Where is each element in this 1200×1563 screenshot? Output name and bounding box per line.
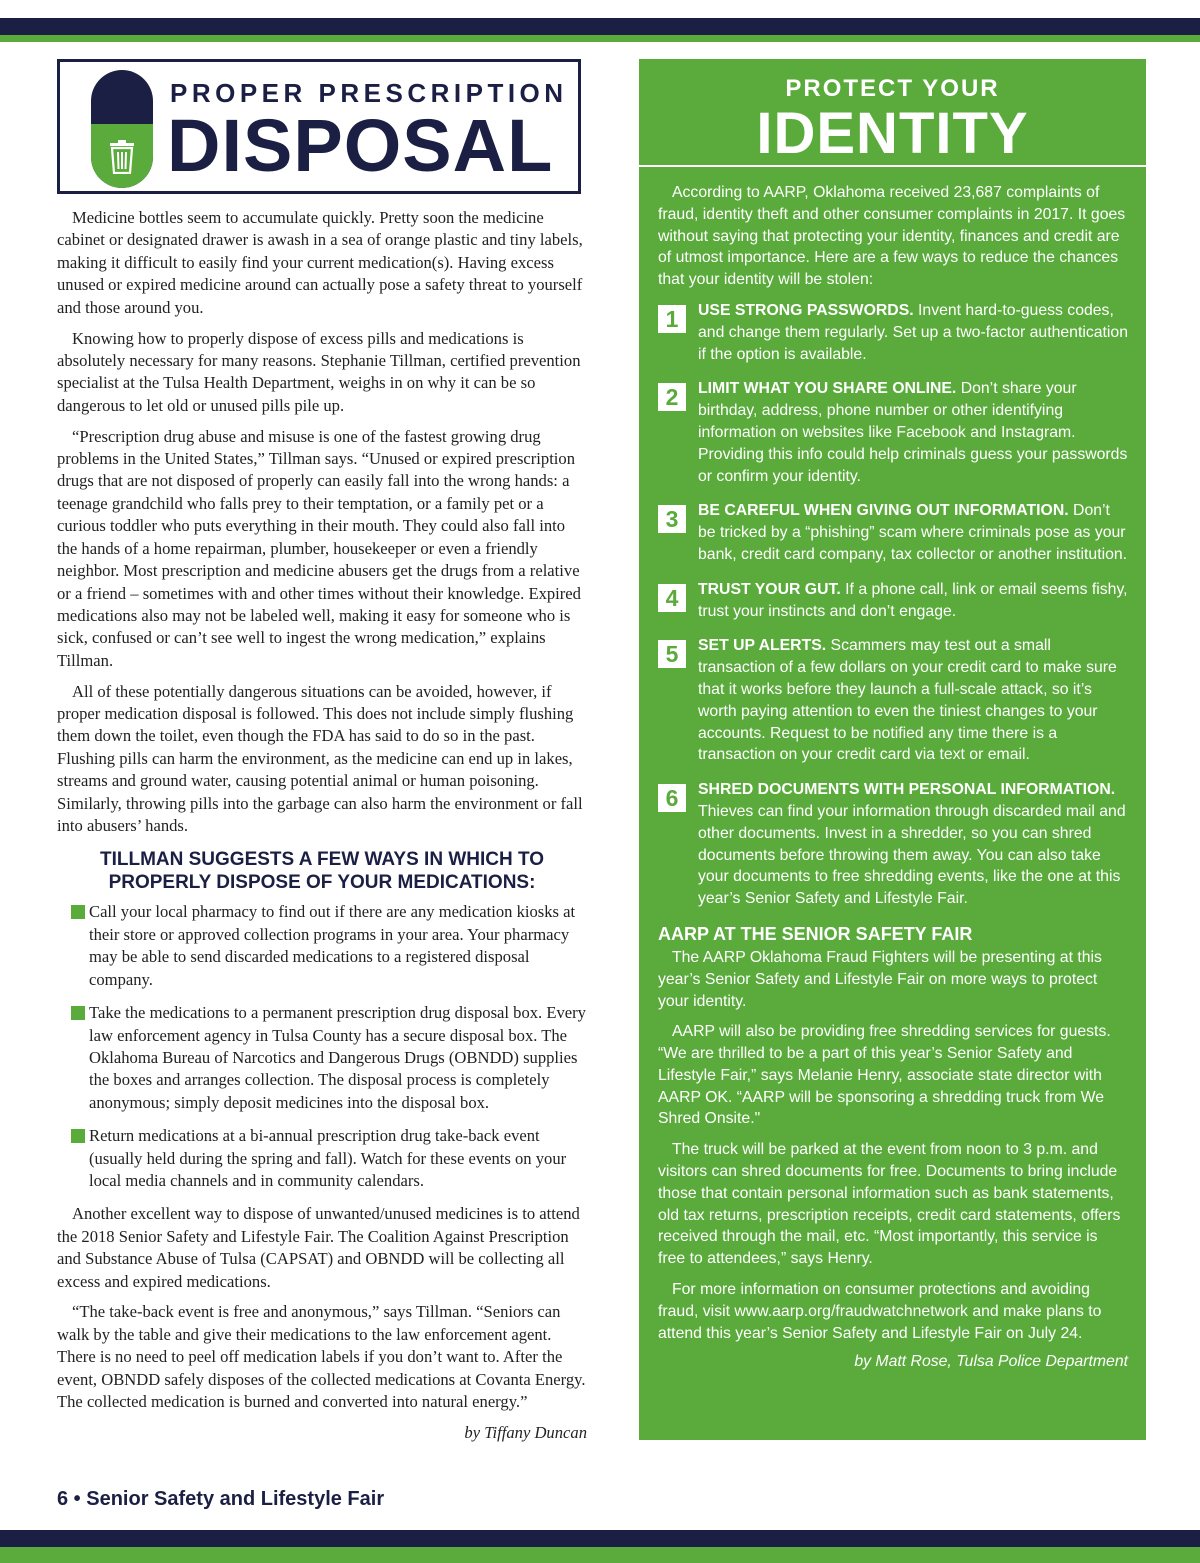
bullet-square-icon bbox=[71, 905, 85, 919]
sidebar-body bbox=[658, 182, 1128, 1373]
top-navy-bar bbox=[0, 18, 1200, 35]
sidebar-title: IDENTITY bbox=[756, 101, 1029, 166]
list-item: Call your local pharmacy to find out if there are any medication kiosks at their store or approved collection programs in your area. Your pharmacy may be able to send discarded medications to a registered disposal company. bbox=[57, 901, 587, 991]
sidebar-paragraph: The AARP Oklahoma Fraud Fighters will be presenting at this year’s Senior Safety and Lifestyle Fair on more ways to protect your identity. bbox=[658, 948, 1102, 1010]
top-green-bar bbox=[0, 35, 1200, 42]
bottom-green-bar bbox=[0, 1547, 1200, 1563]
tip-text: Thieves can find your information through discarded mail and other documents. Invest in a shredder, so you can shred documents before throwing them away. You can also take your documents to free shredding events, like the one at this year’s Senior Safety and Lifestyle Fair. bbox=[698, 802, 1126, 908]
disposal-header-box bbox=[57, 59, 581, 194]
tip-title: BE CAREFUL WHEN GIVING OUT INFORMATION. bbox=[698, 502, 1069, 520]
disposal-methods-list bbox=[57, 901, 587, 1192]
list-item: Take the medications to a permanent prescription drug disposal box. Every law enforcement agency in Tulsa County has a secure disposal box. The Oklahoma Bureau of Narcotics and Dangerous Drugs (OBNDD) supplies the boxes and arranges collection. The disposal process is completely anonymous; simply deposit medicines into the disposal box. bbox=[57, 1002, 587, 1114]
trash-bin-icon bbox=[109, 140, 135, 174]
tip-title: LIMIT WHAT YOU SHARE ONLINE. bbox=[698, 380, 957, 398]
article-paragraph: Medicine bottles seem to accumulate quickly. Pretty soon the medicine cabinet or designated drawer is awash in a sea of orange plastic and tiny labels, making it difficult to easily find your current medication(s). Having excess unused or expired medicine around can actually pose a safety threat to yourself and those around you. bbox=[57, 208, 583, 317]
article-paragraph: “The take-back event is free and anonymous,” says Tillman. “Seniors can walk by the table and give their medications to the law enforcement agent. There is no need to peel off medication labels if you don’t want to. After the event, OBNDD safely disposes of the collected medications at Covanta Energy. The collected medication is burned and converted into natural energy.” bbox=[57, 1302, 586, 1412]
tip-6 bbox=[658, 779, 1128, 910]
tip-1 bbox=[658, 300, 1128, 365]
tip-title: SHRED DOCUMENTS WITH PERSONAL INFORMATION. bbox=[698, 781, 1116, 799]
pill-capsule-logo bbox=[91, 70, 153, 188]
tip-5 bbox=[658, 635, 1128, 766]
tip-number-badge: 3 bbox=[658, 505, 686, 533]
tip-title: TRUST YOUR GUT. bbox=[698, 580, 841, 598]
page-footer: 6 • Senior Safety and Lifestyle Fair bbox=[57, 1488, 385, 1510]
tip-text: Scammers may test out a small transaction of a few dollars on your credit card to make sure that it works before they launch a full-scale attack, so it’s worth paying attention to even the tiniest changes to your accounts. Request to be notified any time there is a transaction on your credit card via text or email. bbox=[698, 637, 1117, 764]
sidebar-paragraph: AARP will also be providing free shredding services for guests. “We are thrilled to be a part of this year’s Senior Safety and Lifestyle Fair,” says Melanie Henry, associate state director with AARP OK. “AARP will be sponsoring a shredding truck from We Shred Onsite." bbox=[658, 1023, 1111, 1128]
bottom-navy-bar bbox=[0, 1530, 1200, 1547]
article-byline: by Tiffany Duncan bbox=[464, 1423, 587, 1442]
article-paragraph: “Prescription drug abuse and misuse is one of the fastest growing drug problems in the United States,” Tillman says. “Unused or expired prescription drugs that are not disposed of properly can easily fall into the wrong hands: a teenage grandchild who falls prey to their temptation, or a family pet or a curious toddler who puts everything in their mouth. They could also fall into the hands of a home repairman, plumber, housekeeper or even a friendly neighbor. Most prescription and medicine abusers get the drugs from a relative or a friend – sometimes with and other times without their knowledge. Expired medications also may not be labeled well, making it easy for someone who is sick, confused or can’t see well to ingest the wrong medication,” explains Tillman. bbox=[57, 426, 581, 670]
tip-title: USE STRONG PASSWORDS. bbox=[698, 301, 914, 319]
sidebar-byline: by Matt Rose, Tulsa Police Department bbox=[854, 1353, 1128, 1371]
sidebar-paragraph: For more information on consumer protections and avoiding fraud, visit www.aarp.org/fraudwatchnetwork and make plans to attend this year’s Senior Safety and Lifestyle Fair on July 24. bbox=[658, 1281, 1102, 1342]
tip-number-badge: 6 bbox=[658, 784, 686, 812]
article-paragraph: Knowing how to properly dispose of excess pills and medications is absolutely necessary for many reasons. Stephanie Tillman, certified prevention specialist at the Tulsa Health Department, weighs in on why it can be so dangerous to let old or unused pills pile up. bbox=[57, 328, 581, 415]
tip-number-badge: 2 bbox=[658, 383, 686, 411]
sidebar-paragraph: The truck will be parked at the event from noon to 3 p.m. and visitors can shred documents for free. Documents to bring include those that contain personal information such as bank statements, old tax returns, prescription receipts, credit card statements, offers received through the mail, etc. “Most importantly, this service is free to attendees,” says Henry. bbox=[658, 1141, 1121, 1268]
sidebar-intro: According to AARP, Oklahoma received 23,687 complaints of fraud, identity theft and other consumer complaints in 2017. It goes without saying that protecting your identity, finances and credit are of utmost importance. Here are a few ways to reduce the chances that your identity will be stolen: bbox=[658, 184, 1126, 289]
bullet-square-icon bbox=[71, 1006, 85, 1020]
header-title: DISPOSAL bbox=[167, 104, 554, 187]
article-column bbox=[57, 207, 587, 1444]
tip-4 bbox=[658, 579, 1128, 623]
tip-text: Don’t be tricked by a “phishing” scam where criminals pose as your bank, credit card company, tax collector or another institution. bbox=[698, 502, 1128, 563]
article-paragraph: Another excellent way to dispose of unwanted/unused medicines is to attend the 2018 Senior Safety and Lifestyle Fair. The Coalition Against Prescription and Substance Abuse of Tulsa (CAPSAT) and OBNDD will be collecting all excess and expired medications. bbox=[57, 1204, 580, 1291]
header-subtitle: PROPER PRESCRIPTION bbox=[170, 78, 568, 108]
tip-title: SET UP ALERTS. bbox=[698, 637, 827, 655]
sidebar-subtitle: PROTECT YOUR bbox=[785, 75, 1000, 102]
sidebar-header bbox=[639, 59, 1146, 167]
sidebar-section-heading: AARP AT THE SENIOR SAFETY FAIR bbox=[658, 923, 973, 944]
tip-number-badge: 4 bbox=[658, 584, 686, 612]
tip-3 bbox=[658, 500, 1128, 565]
tip-text: Don’t share your birthday, address, phone number or other identifying information on websites like Facebook and Instagram. Providing this info could help criminals guess your passwords or confirm your identity. bbox=[698, 380, 1128, 485]
tip-text: If a phone call, link or email seems fishy, trust your instincts and don’t engage. bbox=[698, 580, 1128, 620]
article-subheading: TILLMAN SUGGESTS A FEW WAYS IN WHICH TO PROPERLY DISPOSE OF YOUR MEDICATIONS: bbox=[99, 849, 545, 894]
bullet-square-icon bbox=[71, 1129, 85, 1143]
tip-number-badge: 1 bbox=[658, 305, 686, 333]
list-item: Return medications at a bi-annual prescription drug take-back event (usually held during the spring and fall). Watch for these events on your local media channels and in community calendars. bbox=[57, 1125, 587, 1192]
tip-text: Invent hard-to-guess codes, and change them regularly. Set up a two-factor authentication if the option is available. bbox=[698, 301, 1128, 363]
identity-sidebar bbox=[639, 59, 1146, 1440]
article-paragraph: All of these potentially dangerous situations can be avoided, however, if proper medication disposal is followed. This does not include simply flushing them down the toilet, even though the FDA has said to do so in the past. Flushing pills can harm the environment, as the medicine can end up in lakes, streams and ground water, causing potential animal or human poisoning. Similarly, throwing pills into the garbage can also harm the environment or fall into abusers’ hands. bbox=[57, 681, 583, 836]
tip-2 bbox=[658, 378, 1128, 487]
tip-number-badge: 5 bbox=[658, 640, 686, 668]
